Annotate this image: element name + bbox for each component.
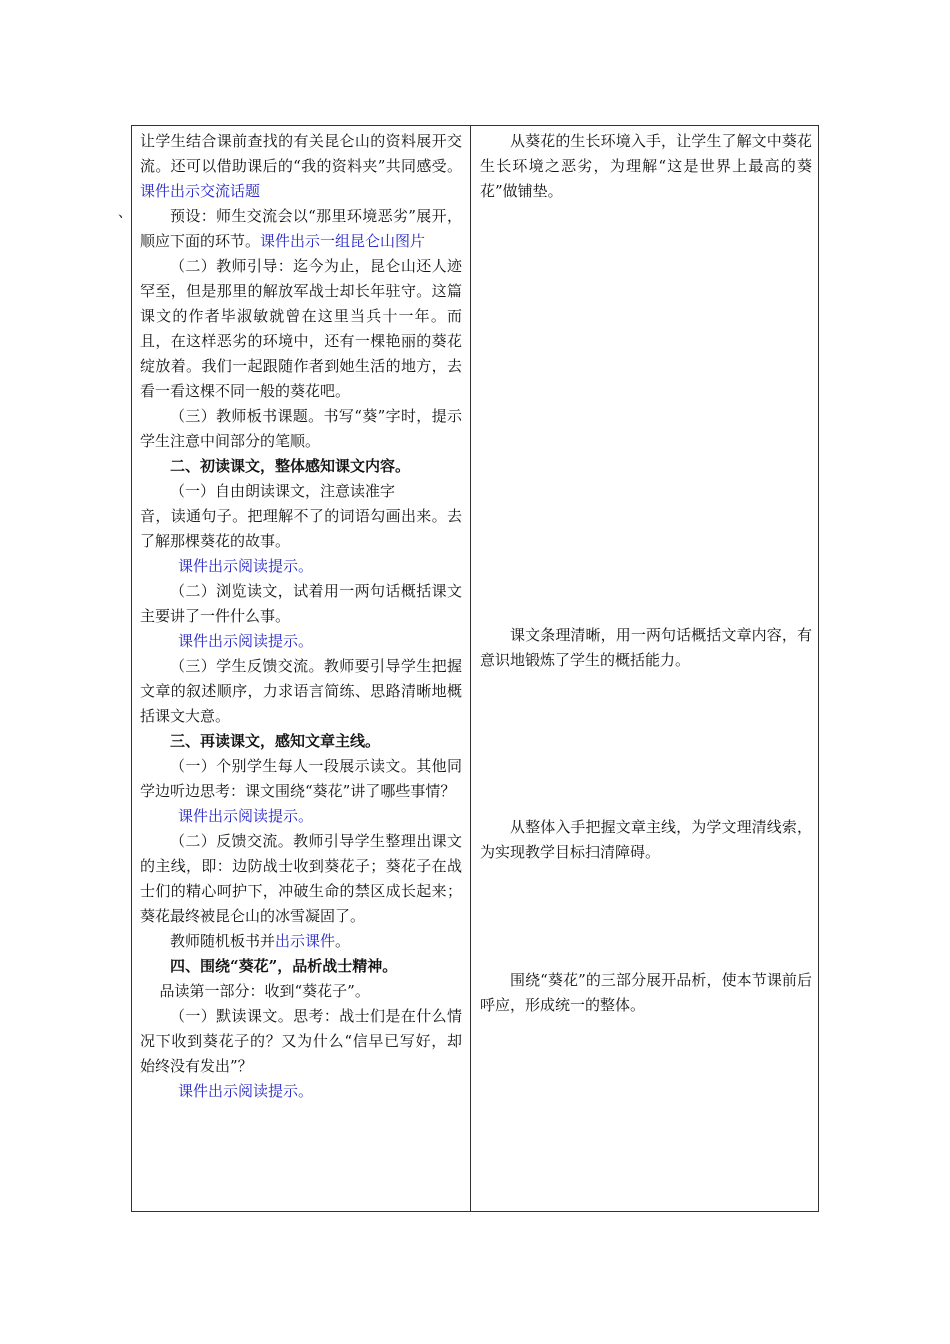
courseware-link-2: 课件出示阅读提示。 bbox=[178, 632, 314, 650]
design-note-2: 课文条理清晰，用一两句话概括文章内容，有意识地锻炼了学生的概括能力。 bbox=[480, 626, 812, 669]
paragraph-2-text: 预设：师生交流会以“那里环境恶劣”展开，顺应下面的环节。 bbox=[140, 207, 462, 250]
section-heading-4: 四、围绕“葵花”，品析战士精神。 bbox=[170, 957, 398, 975]
paragraph-5b: 音，读通句子。把理解不了的词语勾画出来。去了解那棵葵花的故事。 bbox=[140, 507, 462, 550]
courseware-link-1: 课件出示阅读提示。 bbox=[178, 557, 314, 575]
section-heading-3: 三、再读课文，感知文章主线。 bbox=[170, 732, 381, 750]
paragraph-10-text: 教师随机板书并 bbox=[170, 932, 276, 950]
paragraph-4: （三）教师板书课题。书写“葵”字时，提示学生注意中间部分的笔顺。 bbox=[140, 407, 462, 450]
paragraph-7: （三）学生反馈交流。教师要引导学生把握文章的叙述顺序，力求语言简练、思路清晰地概括课文大意。 bbox=[140, 657, 462, 725]
paragraph-5a: （一）自由朗读课文，注意读准字 bbox=[170, 482, 396, 500]
section-heading-2: 二、初读课文，整体感知课文内容。 bbox=[170, 457, 411, 475]
courseware-link-3: 课件出示阅读提示。 bbox=[178, 807, 314, 825]
paragraph-3: （二）教师引导：迄今为止，昆仑山还人迹罕至，但是那里的解放军战士却长年驻守。这篇课文的作者毕淑敏就曾在这里当兵十一年。而且，在这样恶劣的环境中，还有一棵艳丽的葵花绽放着。我们一起跟随作者到她生活的地方，去看一看这棵不同一般的葵花吧。 bbox=[140, 257, 462, 400]
courseware-link-images: 课件出示一组昆仑山图片 bbox=[260, 232, 426, 250]
paragraph-10-end: 。 bbox=[335, 932, 351, 950]
teaching-process-column bbox=[140, 129, 462, 1104]
column-divider bbox=[470, 125, 471, 1212]
paragraph-9: （二）反馈交流。教师引导学生整理出课文的主线，即：边防战士收到葵花子；葵花子在战士们的精心呵护下，冲破生命的禁区成长起来；葵花最终被昆仑山的冰雪凝固了。 bbox=[140, 832, 462, 925]
stray-mark: 、 bbox=[118, 205, 132, 221]
design-note-4: 围绕“葵花”的三部分展开品析，使本节课前后呼应，形成统一的整体。 bbox=[480, 971, 812, 1014]
paragraph-12: （一）默读课文。思考：战士们是在什么情况下收到葵花子的？又为什么“信早已写好，却始终没有发出”？ bbox=[140, 1007, 462, 1075]
courseware-link-show: 出示课件 bbox=[275, 932, 336, 950]
paragraph-8: （一）个别学生每人一段展示读文。其他同学边听边思考：课文围绕“葵花”讲了哪些事情？ bbox=[140, 757, 462, 800]
paragraph-11: 品读第一部分：收到“葵花子”。 bbox=[159, 982, 370, 1000]
paragraph-1-text: 让学生结合课前查找的有关昆仑山的资料展开交流。还可以借助课后的“我的资料夹”共同感受。 bbox=[140, 132, 462, 175]
design-note-3: 从整体入手把握文章主线，为学文理清线索，为实现教学目标扫清障碍。 bbox=[480, 818, 812, 861]
courseware-link-topic: 课件出示交流话题 bbox=[140, 182, 261, 200]
paragraph-10 bbox=[140, 929, 462, 954]
courseware-link-4: 课件出示阅读提示。 bbox=[178, 1082, 314, 1100]
paragraph-2 bbox=[140, 204, 462, 254]
design-note-1: 从葵花的生长环境入手，让学生了解文中葵花生长环境之恶劣，为理解“这是世界上最高的葵花”做铺垫。 bbox=[480, 132, 812, 200]
paragraph-6: （二）浏览读文，试着用一两句话概括课文主要讲了一件什么事。 bbox=[140, 582, 462, 625]
paragraph-1 bbox=[140, 129, 462, 204]
